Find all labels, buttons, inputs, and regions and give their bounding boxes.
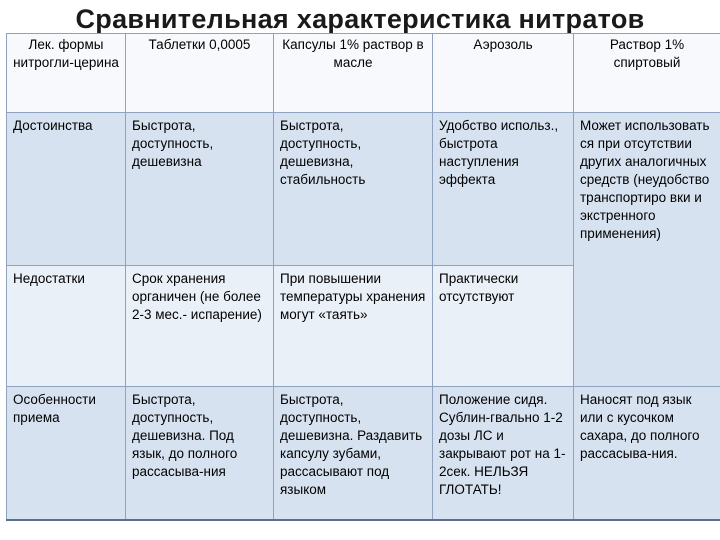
header-cell-solution: Раствор 1% спиртовый [574, 34, 720, 113]
table-cell: Быстрота, доступность, дешевизна [126, 113, 274, 266]
row-label-advantages: Достоинства [7, 113, 126, 266]
table-cell: Положение сидя. Сублин-гвально 1-2 дозы ЛС и закрывают рот на 1-2сек. НЕЛЬЗЯ ГЛОТАТЬ! [433, 387, 574, 521]
comparison-table [6, 33, 720, 521]
table-cell: Быстрота, доступность, дешевизна. Раздавить капсулу зубами, рассасывают под языком [274, 387, 433, 521]
table-cell: Срок хранения органичен (не более 2-3 мес.- испарение) [126, 266, 274, 387]
table-cell: Удобство использ., быстрота наступления эффекта [433, 113, 574, 266]
header-cell-forms: Лек. формы нитрогли-церина [7, 34, 126, 113]
header-cell-tablets: Таблетки 0,0005 [126, 34, 274, 113]
header-cell-aerosol: Аэрозоль [433, 34, 574, 113]
table-cell: При повышении температуры хранения могут «таять» [274, 266, 433, 387]
merged-solution-cell: Может использовать ся при отсутствии других аналогичных средств (неудобство транспортиро вки и экстренного применения) [574, 113, 720, 387]
table-row [7, 387, 720, 521]
table-cell: Быстрота, доступность, дешевизна. Под язык, до полного рассасыва-ния [126, 387, 274, 521]
row-label-disadvantages: Недостатки [7, 266, 126, 387]
table-cell: Практически отсутствуют [433, 266, 574, 387]
header-cell-capsules: Капсулы 1% раствор в масле [274, 34, 433, 113]
row-label-intake: Особенности приема [7, 387, 126, 521]
table-row [7, 113, 720, 266]
page-title: Сравнительная характеристика нитратов [75, 4, 645, 34]
table-cell: Наносят под язык или с кусочком сахара, до полного рассасыва-ния. [574, 387, 720, 521]
table-header-row [7, 34, 720, 113]
table-cell: Быстрота, доступность, дешевизна, стабильность [274, 113, 433, 266]
